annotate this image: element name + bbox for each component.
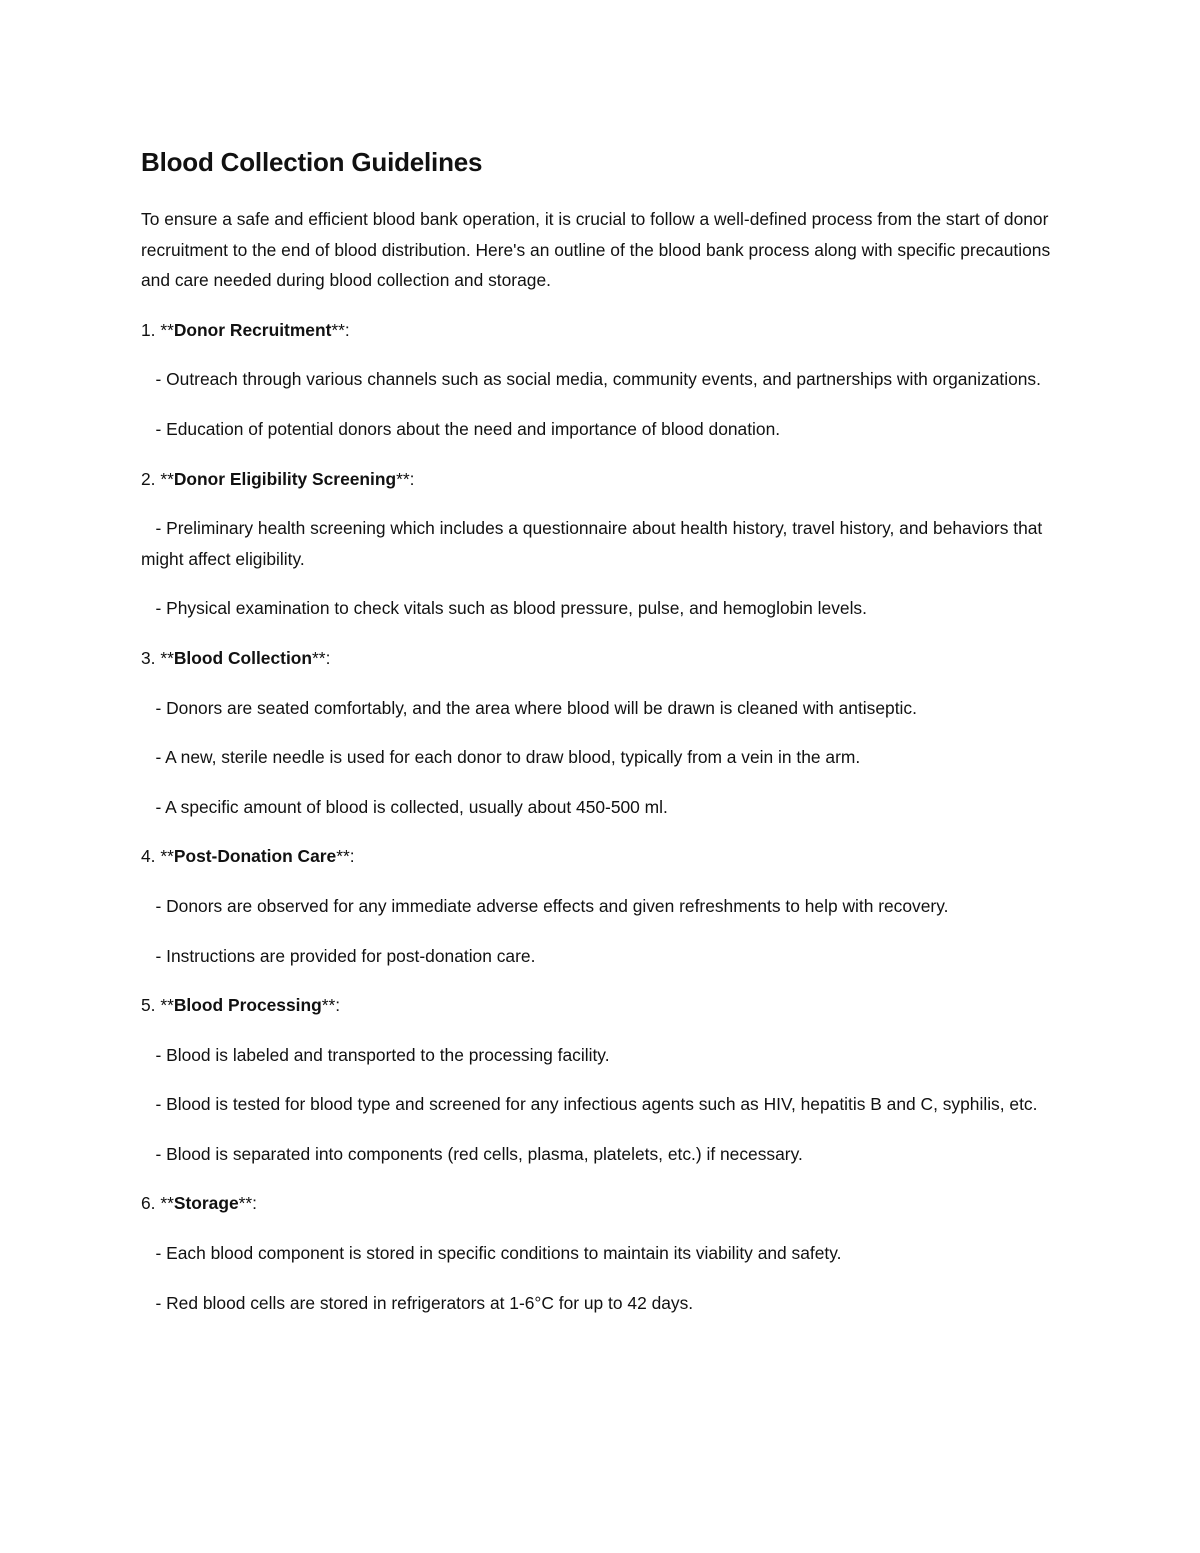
section-suffix: **:: [238, 1193, 257, 1214]
bullet-dash: -: [141, 1044, 167, 1065]
section-heading: [141, 315, 1061, 346]
bullet-dash: -: [141, 747, 166, 768]
bullet-item: [141, 1089, 1061, 1120]
bullet-item: [141, 693, 1061, 724]
bullet-dash: -: [141, 697, 167, 718]
bullet-item: [141, 414, 1061, 445]
section-number: 6. **: [141, 1193, 174, 1214]
bullet-text: Donors are seated comfortably, and the area where blood will be drawn is cleaned with antiseptic.: [166, 697, 917, 718]
bullet-text: A specific amount of blood is collected, usually about 450-500 ml.: [165, 796, 668, 817]
bullet-dash: -: [141, 1292, 167, 1313]
bullet-dash: -: [141, 369, 167, 390]
section-heading: [141, 841, 1061, 872]
section-name: Donor Recruitment: [173, 319, 332, 340]
bullet-item: [141, 1139, 1061, 1170]
bullet-text: Education of potential donors about the need and importance of blood donation.: [166, 418, 781, 439]
bullet-item: [141, 941, 1061, 972]
section-heading: [141, 1188, 1061, 1219]
bullet-dash: -: [141, 796, 166, 817]
bullet-dash: -: [141, 518, 167, 539]
bullet-item: [141, 891, 1061, 922]
bullet-text: Donors are observed for any immediate adverse effects and given refreshments to help with recovery.: [166, 895, 949, 916]
section-heading: [141, 643, 1061, 674]
section-name: Donor Eligibility Screening: [173, 468, 397, 489]
bullet-item: [141, 513, 1061, 574]
bullet-dash: -: [141, 1143, 167, 1164]
section-number: 2. **: [141, 468, 174, 489]
section-number: 1. **: [141, 319, 174, 340]
bullet-text: Blood is separated into components (red cells, plasma, platelets, etc.) if necessary.: [166, 1143, 803, 1164]
section-suffix: **:: [336, 846, 355, 867]
bullet-text: Physical examination to check vitals such as blood pressure, pulse, and hemoglobin levels.: [166, 598, 867, 619]
section-heading: [141, 990, 1061, 1021]
bullet-text: Outreach through various channels such as social media, community events, and partnerships with organizations.: [166, 369, 1041, 390]
bullet-item: [141, 364, 1061, 395]
document-page: [141, 140, 1061, 1337]
bullet-dash: -: [141, 598, 167, 619]
section-name: Blood Processing: [173, 995, 322, 1016]
section-suffix: **:: [396, 468, 415, 489]
bullet-dash: -: [141, 1094, 167, 1115]
bullet-dash: -: [141, 418, 167, 439]
section-suffix: **:: [331, 319, 350, 340]
sections-container: [141, 315, 1061, 1318]
document-title: Blood Collection Guidelines: [141, 147, 483, 177]
section-name: Storage: [173, 1193, 239, 1214]
section-suffix: **:: [312, 647, 331, 668]
bullet-text: Blood is labeled and transported to the processing facility.: [166, 1044, 610, 1065]
bullet-item: [141, 1238, 1061, 1269]
bullet-text: Preliminary health screening which includes a questionnaire about health history, travel history, and behaviors that might affect eligibility.: [141, 518, 1043, 569]
bullet-item: [141, 792, 1061, 823]
section-number: 3. **: [141, 647, 174, 668]
bullet-item: [141, 593, 1061, 624]
bullet-text: Instructions are provided for post-donation care.: [166, 945, 536, 966]
bullet-text: Red blood cells are stored in refrigerators at 1-6°C for up to 42 days.: [166, 1292, 694, 1313]
bullet-text: Each blood component is stored in specific conditions to maintain its viability and safety.: [166, 1243, 842, 1264]
bullet-dash: -: [141, 945, 167, 966]
intro-paragraph: To ensure a safe and efficient blood bank operation, it is crucial to follow a well-defined process from the start of donor recruitment to the end of blood distribution. Here's an outline of the blood bank process along with specific precautions and care needed during blood collection and storage.: [141, 209, 1051, 291]
section-number: 5. **: [141, 995, 174, 1016]
bullet-item: [141, 742, 1061, 773]
section-name: Blood Collection: [173, 647, 313, 668]
bullet-item: [141, 1040, 1061, 1071]
section-name: Post-Donation Care: [173, 846, 337, 867]
section-suffix: **:: [321, 995, 341, 1016]
bullet-dash: -: [141, 895, 167, 916]
section-heading: [141, 464, 1061, 495]
bullet-dash: -: [141, 1243, 167, 1264]
bullet-item: [141, 1288, 1061, 1319]
section-number: 4. **: [141, 846, 174, 867]
bullet-text: Blood is tested for blood type and screened for any infectious agents such as HIV, hepatitis B and C, syphilis, etc.: [166, 1094, 1038, 1115]
bullet-text: A new, sterile needle is used for each donor to draw blood, typically from a vein in the arm.: [165, 747, 861, 768]
